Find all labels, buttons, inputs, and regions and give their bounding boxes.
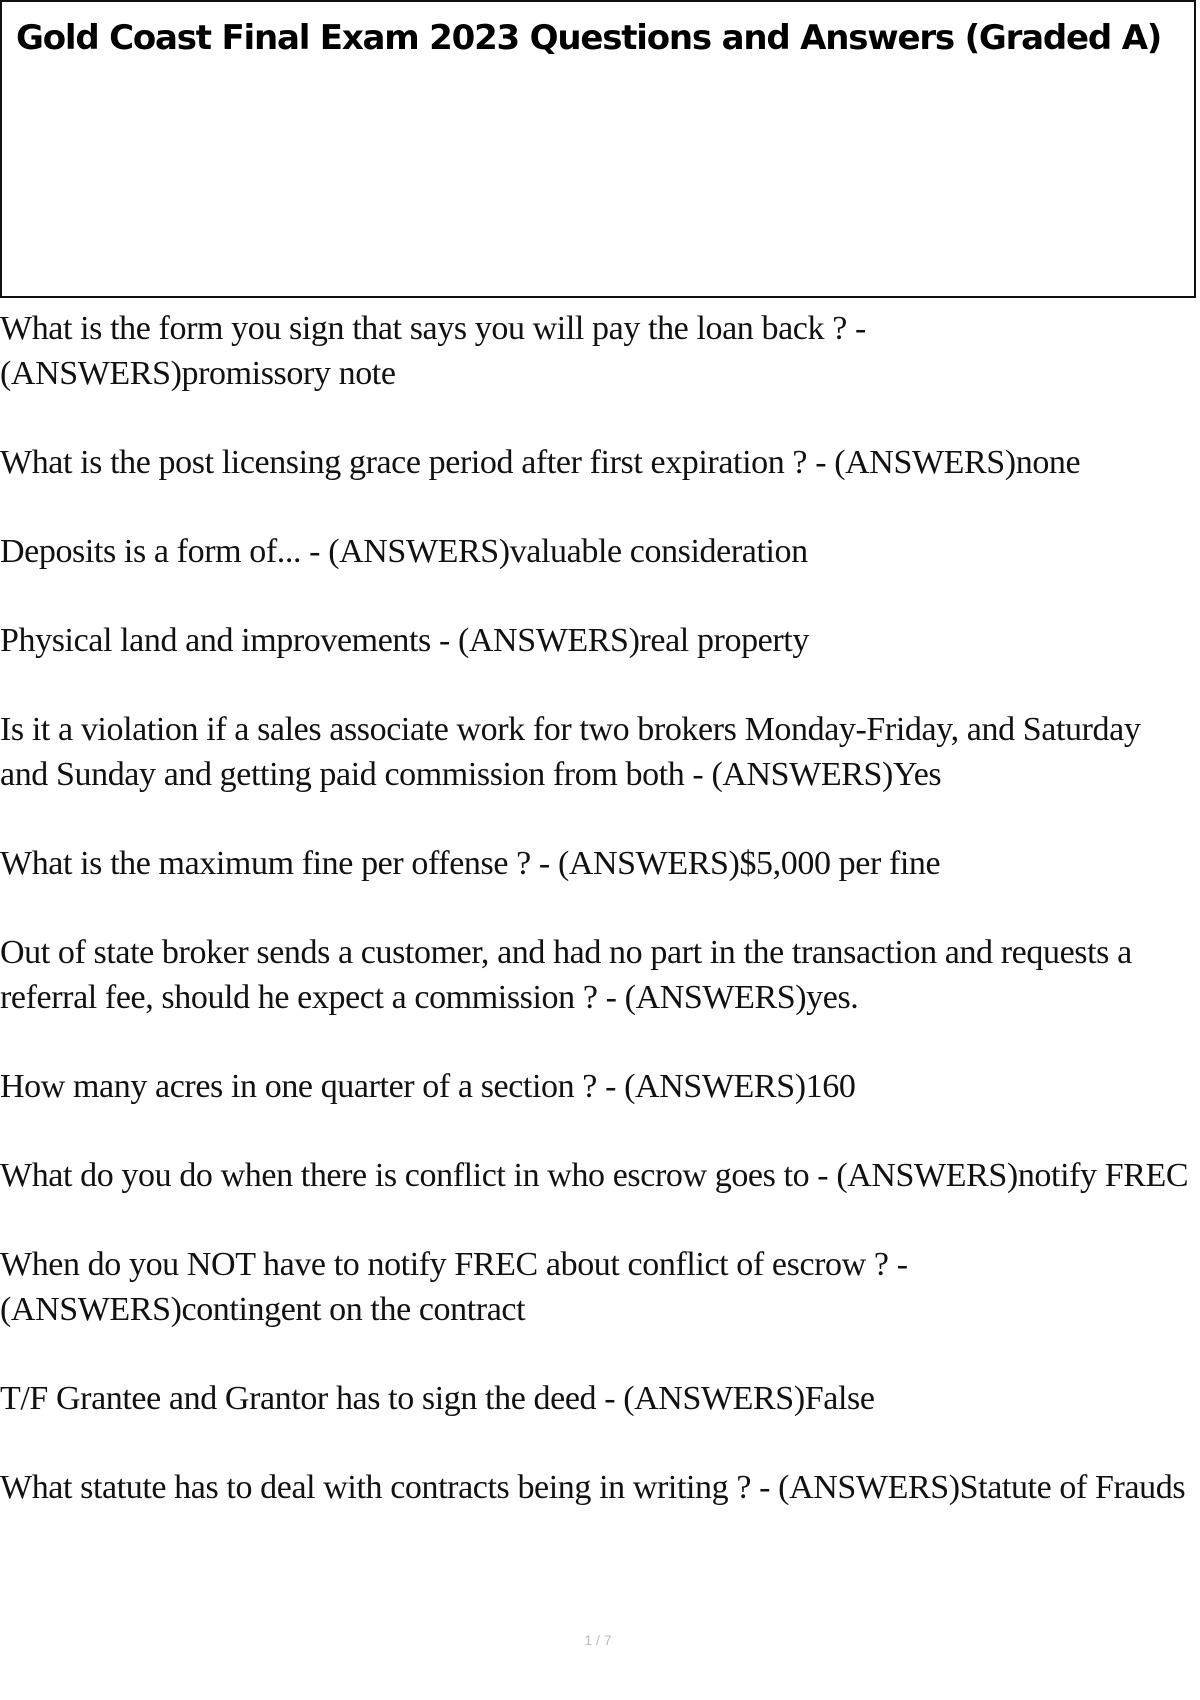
qa-item: What statute has to deal with contracts being in writing ? - (ANSWERS)Statute of Frauds <box>0 1469 1186 1506</box>
qa-item: Deposits is a form of... - (ANSWERS)valuable consideration <box>0 533 808 570</box>
qa-item: What do you do when there is conflict in who escrow goes to - (ANSWERS)notify FREC <box>0 1157 1189 1194</box>
qa-list <box>0 306 1196 1554</box>
qa-item: T/F Grantee and Grantor has to sign the deed - (ANSWERS)False <box>0 1380 875 1417</box>
title-box <box>0 0 1196 298</box>
qa-item: Out of state broker sends a customer, and had no part in the transaction and requests a referral fee, should he expect a commission ? - (ANSWERS)yes. <box>0 934 1132 1016</box>
qa-item: What is the maximum fine per offense ? - (ANSWERS)$5,000 per fine <box>0 845 941 882</box>
qa-item: Physical land and improvements - (ANSWERS)real property <box>0 622 809 659</box>
page-number: 1 / 7 <box>584 1632 612 1648</box>
qa-item: When do you NOT have to notify FREC about conflict of escrow ? - (ANSWERS)contingent on the contract <box>0 1246 908 1328</box>
qa-item: What is the post licensing grace period after first expiration ? - (ANSWERS)none <box>0 444 1081 481</box>
qa-item: How many acres in one quarter of a section ? - (ANSWERS)160 <box>0 1068 856 1105</box>
document-title: Gold Coast Final Exam 2023 Questions and Answers (Graded A) <box>16 18 1162 58</box>
qa-item: Is it a violation if a sales associate work for two brokers Monday-Friday, and Saturday and Sunday and getting paid commission from both - (ANSWERS)Yes <box>0 711 1141 793</box>
qa-item: What is the form you sign that says you will pay the loan back ? - (ANSWERS)promissory note <box>0 310 866 392</box>
